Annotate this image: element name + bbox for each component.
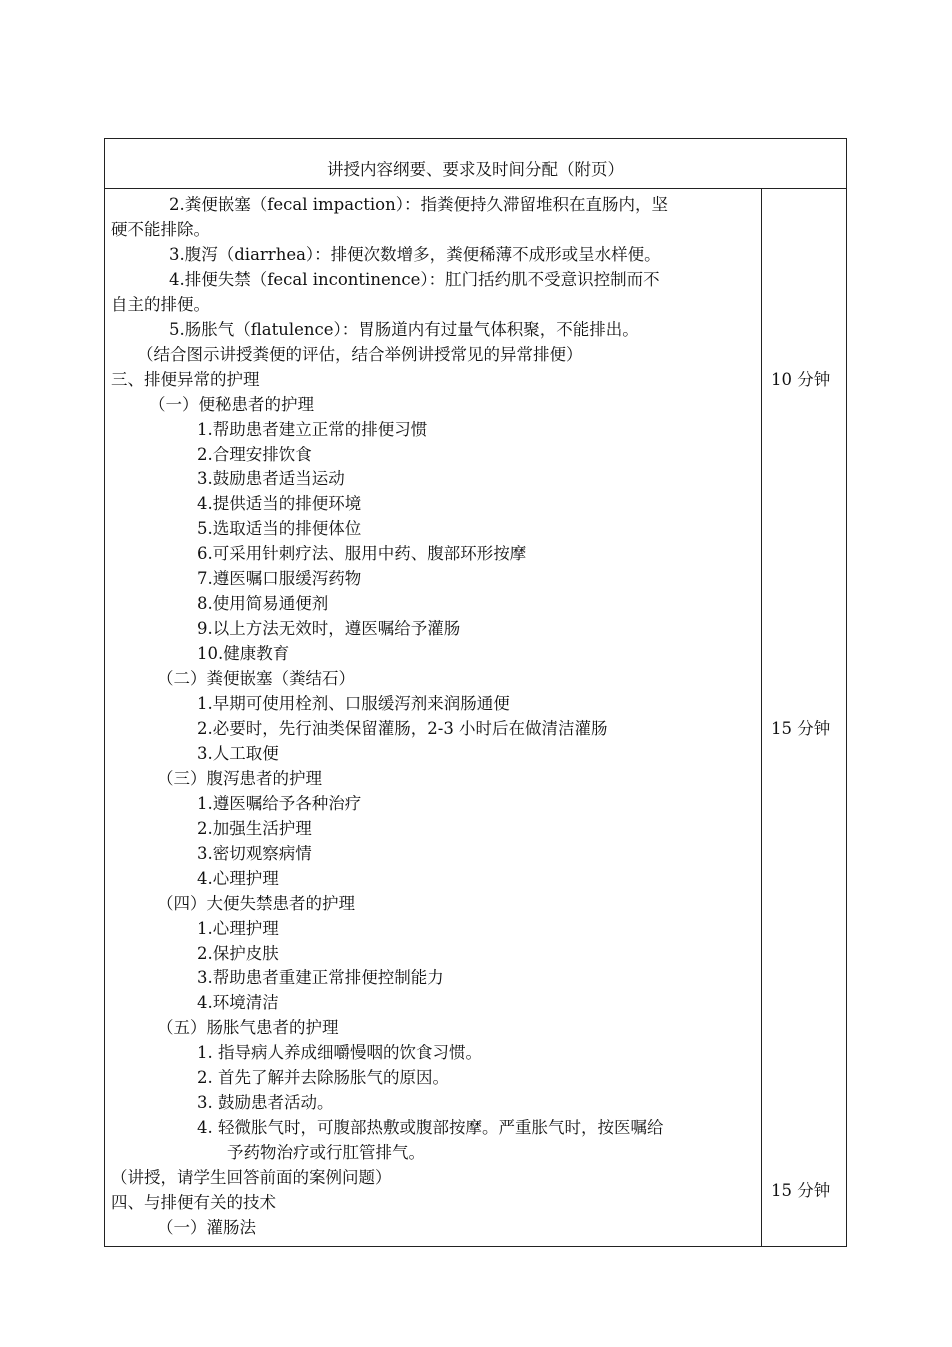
content-line: 3.密切观察病情	[197, 843, 312, 863]
content-line: 3.腹泻（diarrhea）：排便次数增多，粪便稀薄不成形或呈水样便。	[169, 244, 661, 264]
content-line: 4.环境清洁	[197, 993, 279, 1013]
time-allocation: 15 分钟	[771, 1180, 831, 1200]
content-line: 硬不能排除。	[111, 219, 210, 239]
content-line: 5.选取适当的排便体位	[197, 519, 362, 539]
content-line: （四）大便失禁患者的护理	[157, 893, 355, 913]
content-line: 2.粪便嵌塞（fecal impaction）：指粪便持久滞留堆积在直肠内，坚	[169, 195, 668, 214]
time-allocation: 15 分钟	[771, 718, 831, 738]
content-line: （讲授，请学生回答前面的案例问题）	[111, 1168, 392, 1188]
content-line: 2.必要时，先行油类保留灌肠，2-3 小时后在做清洁灌肠	[197, 718, 608, 738]
content-line: 三、排便异常的护理	[111, 369, 260, 389]
content-line: 1. 指导病人养成细嚼慢咽的饮食习惯。	[197, 1043, 482, 1063]
content-line: （三）腹泻患者的护理	[157, 768, 322, 788]
content-line: 3.帮助患者重建正常排便控制能力	[197, 968, 444, 988]
content-line: 2.保护皮肤	[197, 943, 279, 963]
content-line: 4. 轻微胀气时，可腹部热敷或腹部按摩。严重胀气时，按医嘱给	[197, 1118, 664, 1138]
content-line: 2. 首先了解并去除肠胀气的原因。	[197, 1068, 449, 1088]
content-line: 1.帮助患者建立正常的排便习惯	[197, 419, 428, 439]
content-line: 4.提供适当的排便环境	[197, 494, 362, 514]
content-line: 2.加强生活护理	[197, 818, 312, 838]
content-line: 7.遵医嘱口服缓泻药物	[197, 569, 362, 589]
content-line: （二）粪便嵌塞（粪结石）	[157, 669, 355, 689]
content-line: 1.遵医嘱给予各种治疗	[197, 793, 362, 813]
lesson-table	[104, 138, 847, 1247]
content-line: 10.健康教育	[197, 644, 290, 664]
content-line: （一）便秘患者的护理	[149, 394, 314, 414]
content-line: 3. 鼓励患者活动。	[197, 1093, 334, 1113]
content-line: 1.早期可使用栓剂、口服缓泻剂来润肠通便	[197, 694, 510, 713]
column-divider	[761, 189, 762, 1246]
content-line: 自主的排便。	[111, 294, 210, 314]
content-line: 3.鼓励患者适当运动	[197, 469, 345, 489]
content-line: （结合图示讲授粪便的评估，结合举例讲授常见的异常排便）	[137, 344, 583, 364]
content-line: （五）肠胀气患者的护理	[157, 1018, 339, 1038]
content-line: 4.心理护理	[197, 868, 279, 888]
content-line: 四、与排便有关的技术	[111, 1193, 276, 1212]
content-line: 4.排便失禁（fecal incontinence）：肛门括约肌不受意识控制而不	[169, 269, 660, 289]
content-line: 予药物治疗或行肛管排气。	[227, 1143, 425, 1163]
time-allocation: 10 分钟	[771, 369, 831, 389]
content-line: 5.肠胀气（flatulence）：胃肠道内有过量气体积聚，不能排出。	[169, 319, 639, 339]
content-line: 3.人工取便	[197, 743, 279, 763]
table-header: 讲授内容纲要、要求及时间分配（附页）	[105, 139, 846, 189]
content-line: 9.以上方法无效时，遵医嘱给予灌肠	[197, 619, 461, 639]
content-line: 2.合理安排饮食	[197, 444, 312, 464]
content-line: 6.可采用针刺疗法、服用中药、腹部环形按摩	[197, 544, 527, 564]
content-line: （一）灌肠法	[157, 1217, 256, 1237]
content-line: 1.心理护理	[197, 918, 279, 938]
content-line: 8.使用简易通便剂	[197, 594, 329, 614]
